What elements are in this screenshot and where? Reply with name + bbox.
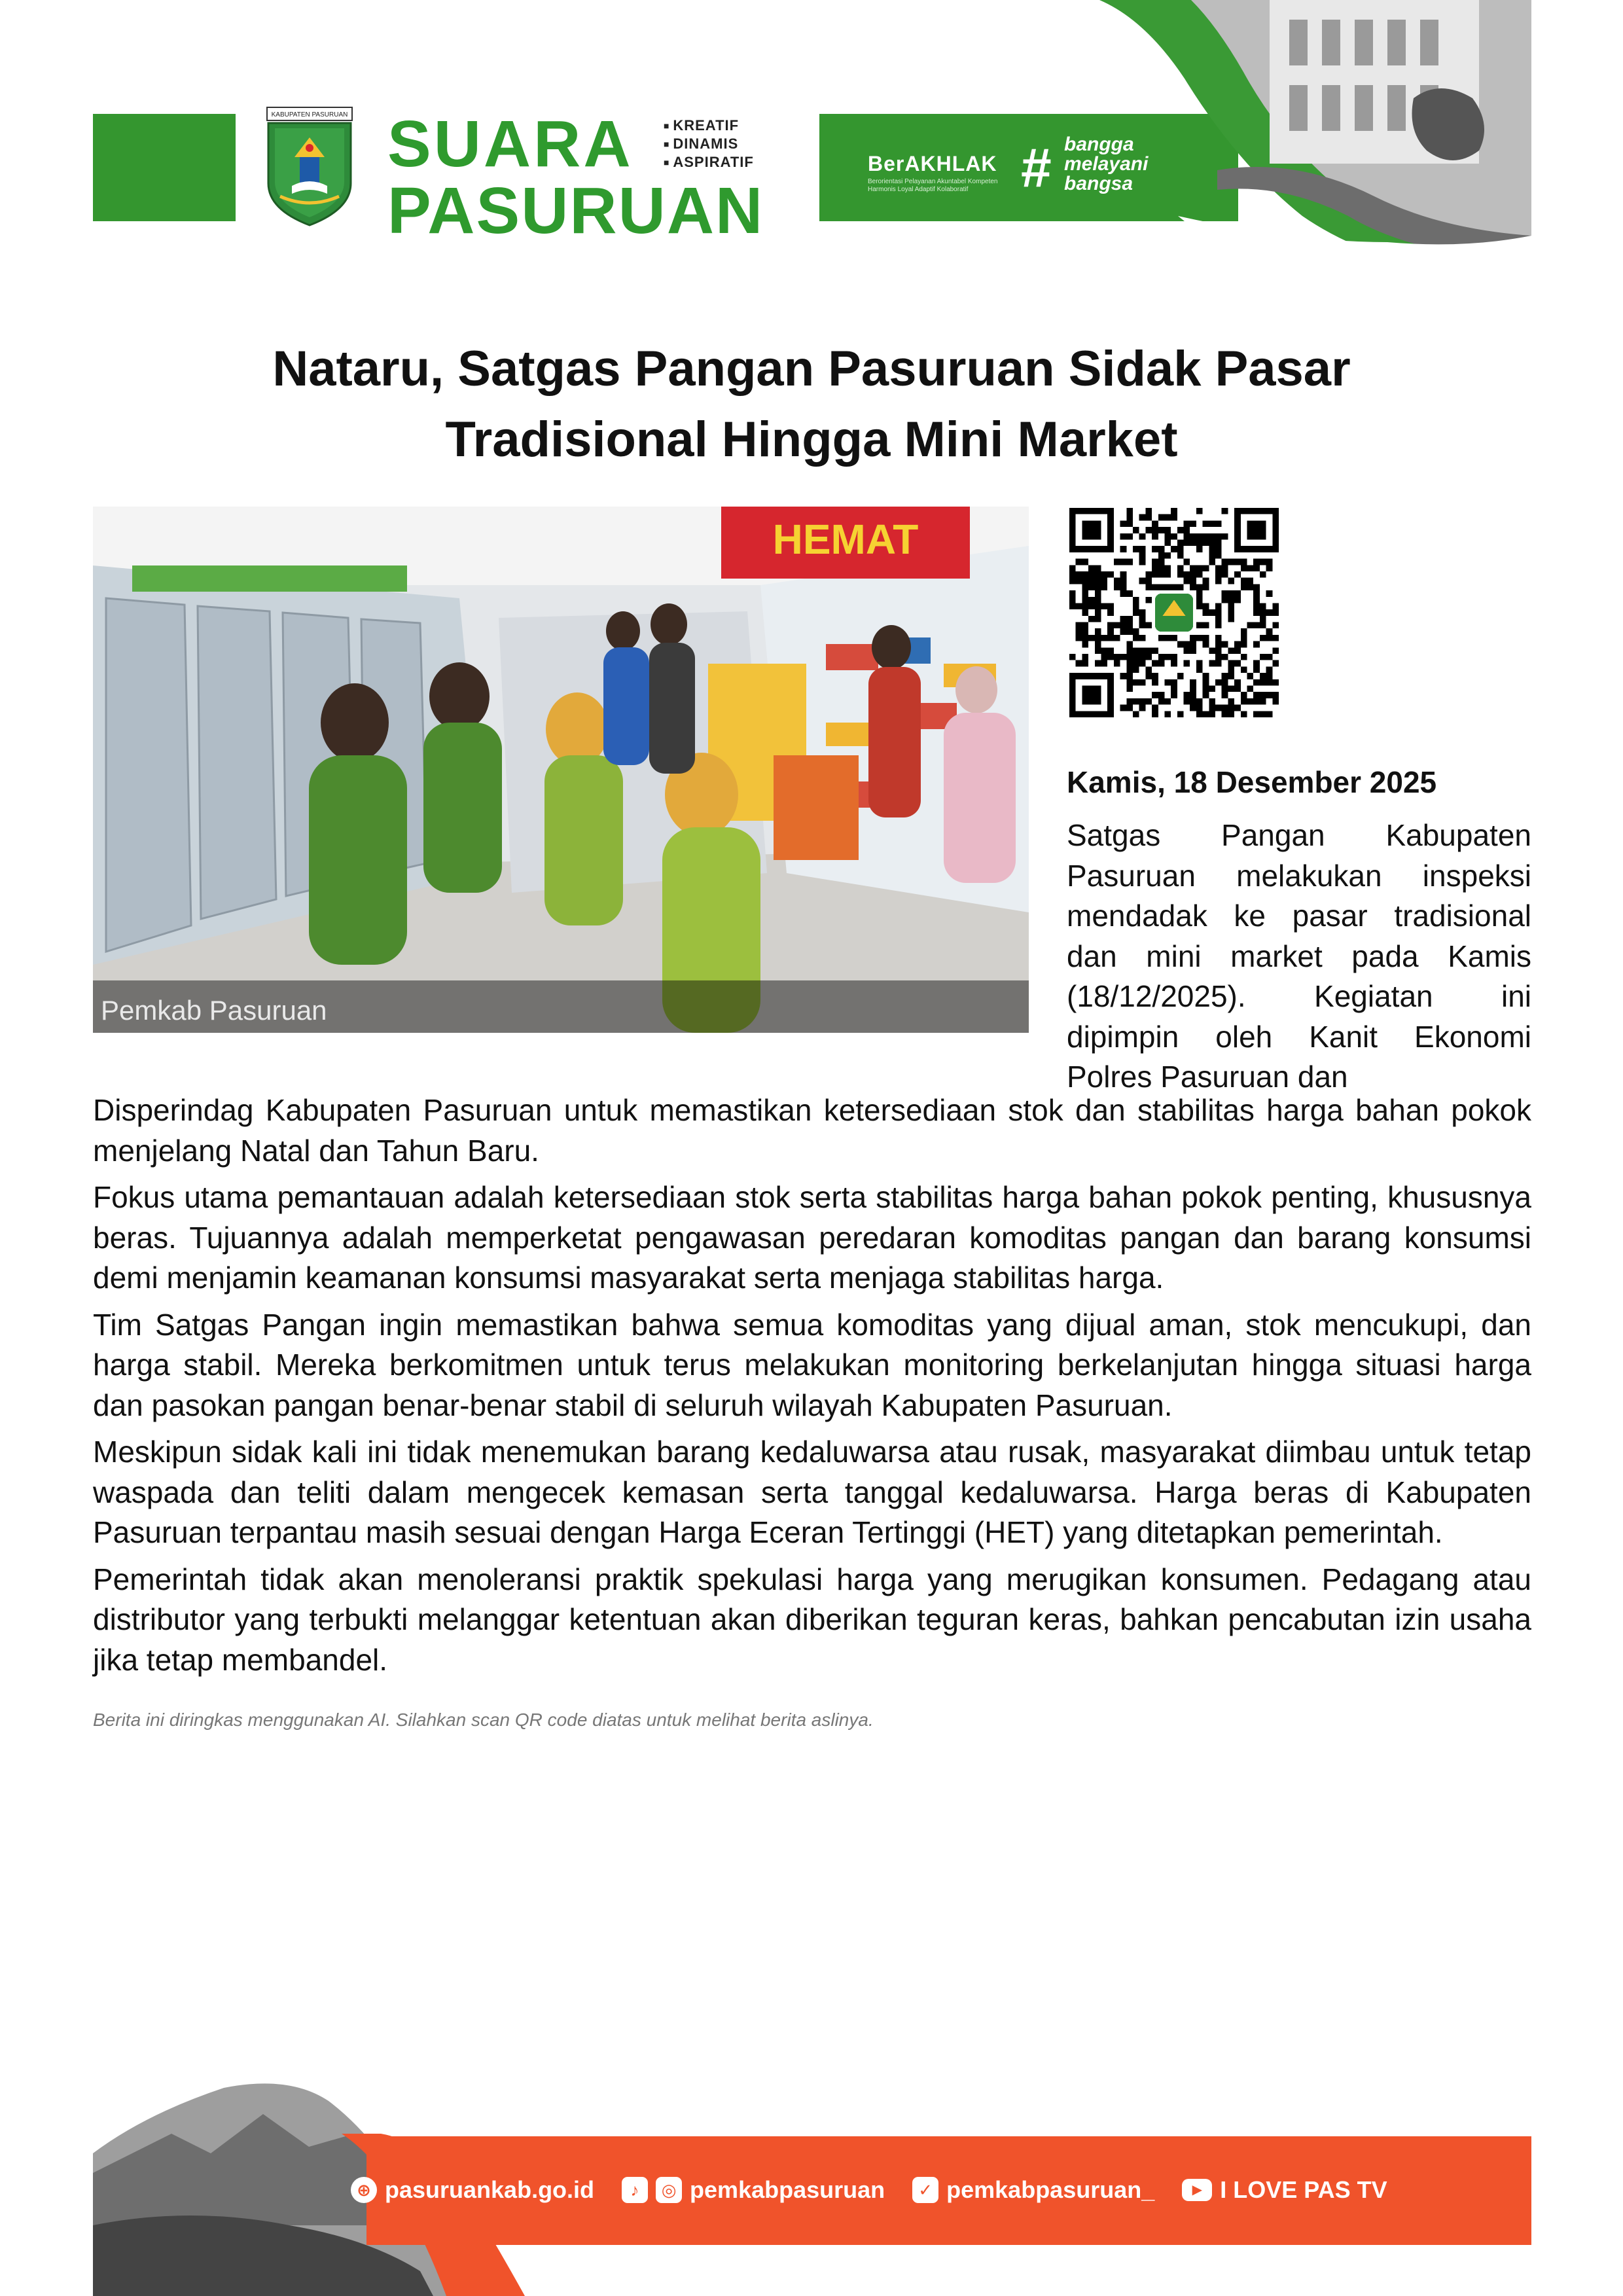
instagram-tiktok-link[interactable]: pemkabpasuruan [690,2176,885,2203]
bangga-word: bangga [1064,134,1134,155]
regency-emblem-logo [260,105,359,228]
article-paragraph: Tim Satgas Pangan ingin memastikan bahwa semua komoditas yang dijual aman, stok mencukupi, dan harga stabil. Mereka berkomitmen untuk terus melakukan monitoring berkelanjutan hingga situasi harga dan pasokan pangan benar-benar stabil di seluruh wilayah Kabupaten Pasuruan. [93,1307,1531,1422]
brand-tagline [664,117,754,171]
title-line: Nataru, Satgas Pangan Pasuruan Sidak Pasar [272,341,1351,397]
twitter-icon: ✓ [912,2177,938,2203]
berakhlak-logo: BerAKHLAK [868,152,997,175]
youtube-icon: ▶ [1182,2179,1212,2201]
globe-icon: ⊕ [351,2177,377,2203]
footer-social-links [351,2172,1387,2208]
article-paragraph: Fokus utama pemantauan adalah ketersediaan stok serta stabilitas harga bahan pokok penting, khususnya beras. Tujuannya adalah memperketat pengawasan peredaran komoditas pangan dan barang konsumsi demi menjamin keamanan konsumsi masyarakat serta menjaga stabilitas harga. [93,1180,1531,1295]
article-paragraph: Meskipun sidak kali ini tidak menemukan barang kedaluwarsa atau rusak, masyarakat diimbau untuk tetap waspada dan teliti dalam mengecek kemasan serta tanggal kedaluwarsa. Harga beras di Kabupaten Pasuruan terpantau masih sesuai dengan Harga Eceran Tertinggi (HET) yang ditetapkan pemerintah. [93,1435,1531,1549]
title-line: Tradisional Hingga Mini Market [445,412,1178,467]
article-date: Kamis, 18 Desember 2025 [1067,765,1437,799]
bangga-word: melayani [1064,153,1149,175]
article-photo [93,507,1029,1033]
ai-summary-note: Berita ini diringkas menggunakan AI. Silahkan scan QR code diatas untuk melihat berita aslinya. [93,1710,874,1730]
article-paragraph: Disperindag Kabupaten Pasuruan untuk memastikan ketersediaan stok dan stabilitas harga bahan pokok menjelang Natal dan Tahun Baru. [93,1093,1531,1168]
brand-line2: PASURUAN [387,174,764,247]
photo-credit: Pemkab Pasuruan [101,995,327,1026]
header-left-bar [93,114,236,221]
tiktok-icon: ♪ [622,2177,648,2203]
svg-text:HEMAT: HEMAT [772,516,919,563]
brand-line1: SUARA [387,107,633,181]
minimarket-scene-illustration [93,507,1029,1033]
qr-code[interactable] [1069,508,1279,717]
hash-icon: # [1021,137,1052,198]
article-title [93,334,1530,475]
tagline-item: ■ KREATIF [664,117,754,135]
article-paragraph: Pemerintah tidak akan menoleransi praktik spekulasi harga yang merugikan konsumen. Pedagang atau distributor yang terbukti melanggar ketentuan akan diberikan teguran keras, bahkan pencabutan izin usaha jika tetap membandel. [93,1562,1531,1677]
website-link[interactable]: pasuruankab.go.id [385,2176,595,2203]
instagram-icon: ◎ [656,2177,682,2203]
svg-text:KABUPATEN PASURUAN: KABUPATEN PASURUAN [271,111,348,118]
header-building-graphic [1021,0,1531,281]
tagline-item: ■ ASPIRATIF [664,153,754,171]
bangga-word: bangsa [1064,173,1133,194]
twitter-link[interactable]: pemkabpasuruan_ [946,2176,1155,2203]
tagline-item: ■ DINAMIS [664,135,754,153]
article-intro: Satgas Pangan Kabupaten Pasuruan melakukan inspeksi mendadak ke pasar tradisional dan mini market pada Kamis (18/12/2025). Kegiatan ini dipimpin oleh Kanit Ekonomi Polres Pasuruan dan [1067,818,1531,1094]
berakhlak-subtitle: Berorientasi Pelayanan Akuntabel Kompeten Harmonis Loyal Adaptif Kolaboratif [868,178,998,193]
youtube-link[interactable]: I LOVE PAS TV [1220,2176,1387,2203]
article-body [93,1090,1531,1687]
